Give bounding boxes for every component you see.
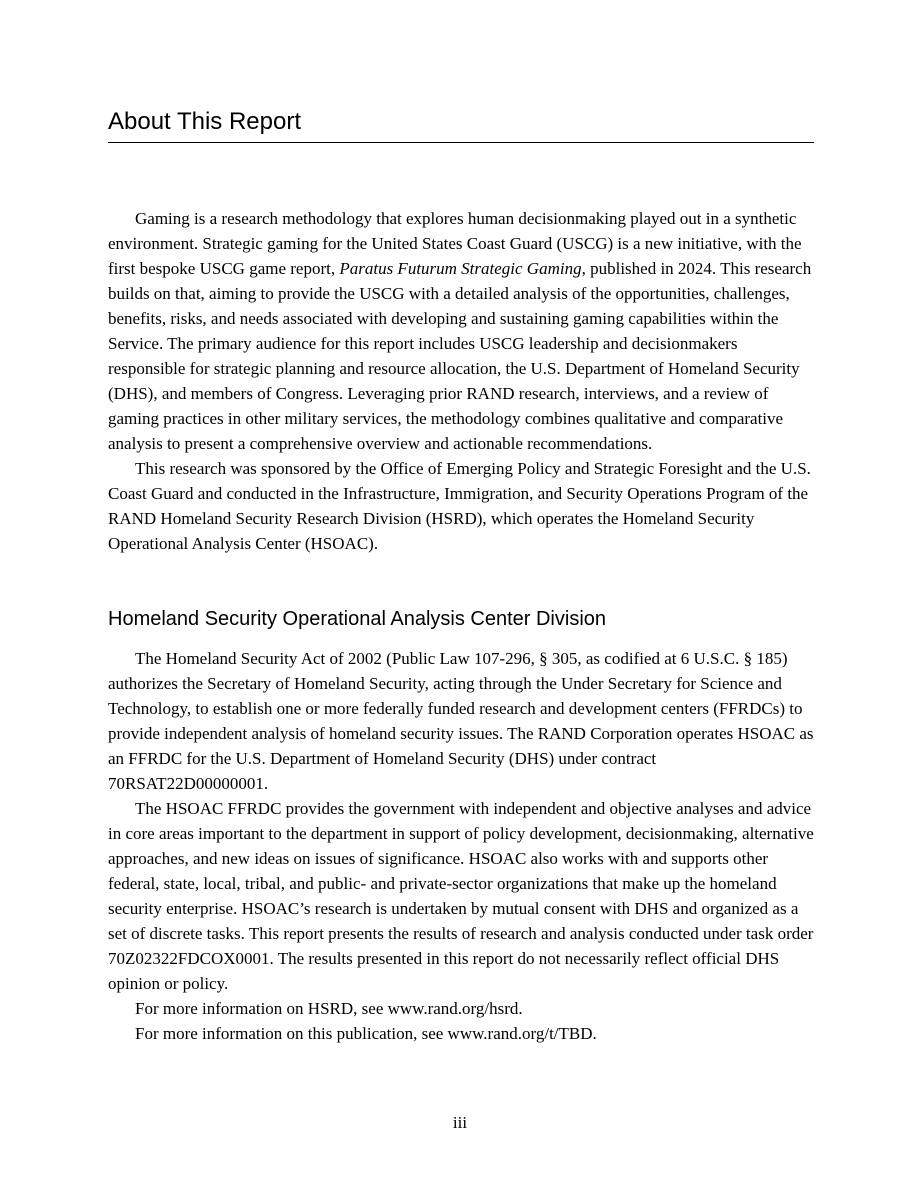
intro-body	[108, 206, 814, 556]
section-paragraph-2: The HSOAC FFRDC provides the government with independent and objective analyses and advice in core areas important to the department in support of policy development, decisionmaking, alternative approaches, and new ideas on issues of significance. HSOAC also works with and supports other federal, state, local, tribal, and public- and private-sector organizations that make up the homeland security enterprise. HSOAC’s research is undertaken by mutual consent with DHS and organized as a set of discrete tasks. This report presents the results of research and analysis conducted under task order 70Z02322FDCOX0001. The results presented in this report do not necessarily reflect official DHS opinion or policy.	[108, 799, 814, 993]
report-title-italic: Paratus Futurum Strategic Gaming	[339, 259, 582, 278]
page-number: iii	[452, 1113, 468, 1132]
section-body	[108, 646, 814, 1046]
intro-paragraph-1	[108, 206, 814, 456]
intro-p1-text-b: , published in 2024. This research builds on that, aiming to provide the USCG with a detailed analysis of the opportunities, challenges, benefits, risks, and needs associated with developing and sustaining gaming capabilities within the Service. The primary audience for this report includes USCG leadership and decisionmakers responsible for strategic planning and resource allocation, the U.S. Department of Homeland Security (DHS), and members of Congress. Leveraging prior RAND research, interviews, and a review of gaming practices in other military services, the methodology combines qualitative and comparative analysis to present a comprehensive overview and actionable recommendations.	[108, 259, 812, 453]
title-divider	[108, 142, 814, 143]
section-paragraph-4: For more information on this publication, see www.rand.org/t/TBD.	[135, 1024, 597, 1043]
section-paragraph-1: The Homeland Security Act of 2002 (Public Law 107-296, § 305, as codified at 6 U.S.C. § 185) authorizes the Secretary of Homeland Security, acting through the Under Secretary for Science and Technology, to establish one or more federally funded research and development centers (FFRDCs) to provide independent analysis of homeland security issues. The RAND Corporation operates HSOAC as an FFRDC for the U.S. Department of Homeland Security (DHS) under contract 70RSAT22D00000001.	[108, 649, 814, 793]
page-title: About This Report	[108, 108, 301, 135]
section-heading: Homeland Security Operational Analysis Center Division	[108, 608, 607, 630]
intro-paragraph-2: This research was sponsored by the Office of Emerging Policy and Strategic Foresight and the U.S. Coast Guard and conducted in the Infrastructure, Immigration, and Security Operations Program of the RAND Homeland Security Research Division (HSRD), which operates the Homeland Security Operational Analysis Center (HSOAC).	[108, 459, 811, 553]
intro-p1-text-a: Gaming is a research methodology that explores human decisionmaking played out in a synthetic environment. Strategic gaming for the United States Coast Guard (USCG) is a new initiative, with the first bespoke USCG game report,	[108, 209, 802, 278]
section-paragraph-3: For more information on HSRD, see www.rand.org/hsrd.	[135, 999, 523, 1018]
